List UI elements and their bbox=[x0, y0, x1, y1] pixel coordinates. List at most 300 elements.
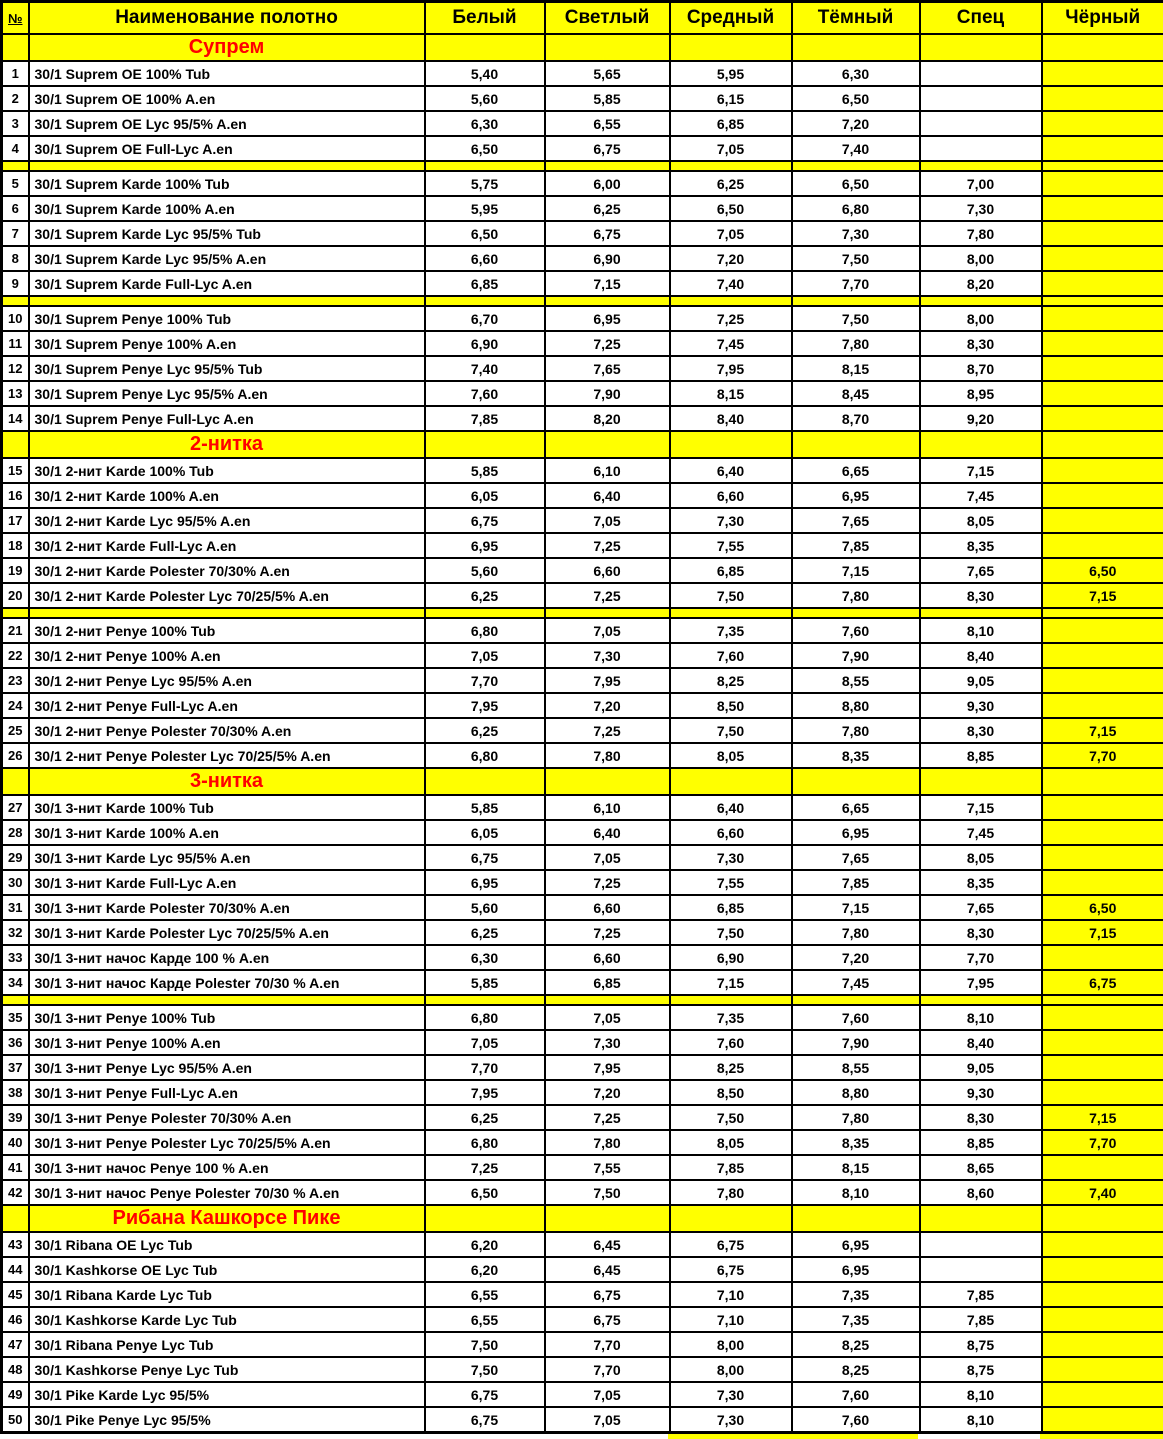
price-cell: 7,55 bbox=[670, 533, 792, 558]
table-row bbox=[2, 508, 1163, 533]
fabric-name-cell: 30/1 Kashkorse Karde Lyc Tub bbox=[29, 1307, 425, 1332]
fabric-name-cell: 30/1 3-нит начос Карде Polester 70/30 % A.en bbox=[29, 970, 425, 995]
price-cell: 7,55 bbox=[545, 1155, 670, 1180]
price-cell: 7,40 bbox=[670, 271, 792, 296]
price-cell: 6,80 bbox=[792, 196, 920, 221]
fabric-name-cell: 30/1 Suprem OE Full-Lyc A.en bbox=[29, 136, 425, 161]
section-empty-cell bbox=[425, 1205, 545, 1232]
section-empty-cell bbox=[1042, 1205, 1163, 1232]
price-cell: 6,85 bbox=[670, 558, 792, 583]
price-cell: 8,30 bbox=[920, 583, 1042, 608]
price-cell: 8,30 bbox=[920, 718, 1042, 743]
price-cell: 6,05 bbox=[425, 483, 545, 508]
price-cell: 8,70 bbox=[920, 356, 1042, 381]
price-cell: 5,60 bbox=[425, 895, 545, 920]
table-row bbox=[2, 795, 1163, 820]
price-cell: 7,85 bbox=[670, 1155, 792, 1180]
price-cell: 7,90 bbox=[792, 1030, 920, 1055]
price-cell: 7,00 bbox=[920, 171, 1042, 196]
fabric-name-cell: 30/1 Suprem OE 100% Tub bbox=[29, 61, 425, 86]
separator-cell bbox=[545, 296, 670, 306]
price-cell: 6,75 bbox=[545, 1307, 670, 1332]
price-cell: 7,80 bbox=[792, 1105, 920, 1130]
row-number-cell: 6 bbox=[2, 196, 29, 221]
table-row bbox=[2, 221, 1163, 246]
price-cell: 6,60 bbox=[425, 246, 545, 271]
price-cell: 7,25 bbox=[545, 331, 670, 356]
price-cell: 7,25 bbox=[545, 583, 670, 608]
table-row bbox=[2, 86, 1163, 111]
price-cell: 7,25 bbox=[545, 870, 670, 895]
fabric-name-cell: 30/1 3-нит Penye Polester Lyc 70/25/5% A.en bbox=[29, 1130, 425, 1155]
price-cell: 6,65 bbox=[792, 795, 920, 820]
price-cell: 7,40 bbox=[1042, 1180, 1163, 1205]
section-empty-cell bbox=[1042, 768, 1163, 795]
table-row bbox=[2, 870, 1163, 895]
price-cell: 6,80 bbox=[425, 743, 545, 768]
price-cell: 6,25 bbox=[425, 1105, 545, 1130]
section-empty-cell bbox=[425, 768, 545, 795]
price-cell bbox=[1042, 1030, 1163, 1055]
separator-cell bbox=[425, 608, 545, 618]
price-cell bbox=[1042, 533, 1163, 558]
separator-cell bbox=[792, 608, 920, 618]
table-row bbox=[2, 331, 1163, 356]
row-number-cell: 15 bbox=[2, 458, 29, 483]
separator-cell bbox=[1042, 296, 1163, 306]
section-title: Супрем bbox=[29, 34, 425, 61]
price-cell bbox=[1042, 171, 1163, 196]
price-cell: 5,65 bbox=[545, 61, 670, 86]
price-cell: 6,85 bbox=[545, 970, 670, 995]
price-cell: 7,10 bbox=[670, 1282, 792, 1307]
price-cell: 7,15 bbox=[670, 970, 792, 995]
price-cell: 6,50 bbox=[1042, 558, 1163, 583]
price-cell: 7,60 bbox=[792, 1407, 920, 1433]
section-empty-cell bbox=[425, 34, 545, 61]
price-cell: 6,90 bbox=[545, 246, 670, 271]
row-number-cell: 11 bbox=[2, 331, 29, 356]
price-cell bbox=[1042, 1332, 1163, 1357]
price-cell: 6,95 bbox=[792, 483, 920, 508]
row-number-cell: 47 bbox=[2, 1332, 29, 1357]
row-number-cell: 20 bbox=[2, 583, 29, 608]
price-cell bbox=[1042, 196, 1163, 221]
table-row bbox=[2, 1055, 1163, 1080]
price-cell: 6,75 bbox=[670, 1232, 792, 1257]
section-title: Рибана Кашкорсе Пике bbox=[29, 1205, 425, 1232]
row-number-cell: 1 bbox=[2, 61, 29, 86]
price-cell: 7,15 bbox=[792, 895, 920, 920]
row-number-cell: 22 bbox=[2, 643, 29, 668]
price-cell: 8,25 bbox=[792, 1357, 920, 1382]
row-number-cell: 18 bbox=[2, 533, 29, 558]
table-row bbox=[2, 743, 1163, 768]
price-cell bbox=[1042, 111, 1163, 136]
table-row bbox=[2, 668, 1163, 693]
table-row bbox=[2, 1105, 1163, 1130]
price-cell: 6,90 bbox=[670, 945, 792, 970]
table-row bbox=[2, 246, 1163, 271]
price-cell: 7,80 bbox=[792, 718, 920, 743]
price-cell: 6,40 bbox=[545, 820, 670, 845]
section-empty-cell bbox=[545, 768, 670, 795]
price-cell: 8,30 bbox=[920, 1105, 1042, 1130]
row-number-cell: 13 bbox=[2, 381, 29, 406]
price-cell bbox=[1042, 693, 1163, 718]
price-cell: 7,25 bbox=[670, 306, 792, 331]
table-row bbox=[2, 920, 1163, 945]
price-cell: 7,80 bbox=[792, 583, 920, 608]
price-cell: 7,65 bbox=[545, 356, 670, 381]
cut-off-cell-highlight bbox=[668, 1434, 918, 1439]
row-number-cell: 2 bbox=[2, 86, 29, 111]
separator-cell bbox=[2, 296, 29, 306]
section-title: 2-нитка bbox=[29, 431, 425, 458]
price-cell: 8,25 bbox=[670, 1055, 792, 1080]
col-header-medium: Средный bbox=[670, 2, 792, 35]
price-cell: 7,25 bbox=[425, 1155, 545, 1180]
price-cell bbox=[1042, 1155, 1163, 1180]
price-cell: 6,75 bbox=[425, 1382, 545, 1407]
price-cell: 8,35 bbox=[920, 533, 1042, 558]
price-cell: 6,90 bbox=[425, 331, 545, 356]
fabric-name-cell: 30/1 Suprem Karde Full-Lyc A.en bbox=[29, 271, 425, 296]
price-cell: 8,45 bbox=[792, 381, 920, 406]
fabric-name-cell: 30/1 3-нит Karde Polester Lyc 70/25/5% A.en bbox=[29, 920, 425, 945]
price-cell bbox=[1042, 406, 1163, 431]
row-number-cell: 30 bbox=[2, 870, 29, 895]
price-cell: 8,50 bbox=[670, 1080, 792, 1105]
price-cell: 7,60 bbox=[792, 618, 920, 643]
price-cell: 7,95 bbox=[425, 1080, 545, 1105]
price-cell: 7,50 bbox=[792, 246, 920, 271]
col-header-black: Чёрный bbox=[1042, 2, 1163, 35]
fabric-name-cell: 30/1 3-нит Karde 100% A.en bbox=[29, 820, 425, 845]
price-cell: 7,85 bbox=[920, 1282, 1042, 1307]
row-number-cell: 8 bbox=[2, 246, 29, 271]
price-cell: 6,30 bbox=[425, 945, 545, 970]
row-number-cell: 31 bbox=[2, 895, 29, 920]
price-cell: 6,50 bbox=[425, 136, 545, 161]
price-cell: 7,80 bbox=[670, 1180, 792, 1205]
price-cell: 7,80 bbox=[545, 1130, 670, 1155]
fabric-name-cell: 30/1 Pike Karde Lyc 95/5% bbox=[29, 1382, 425, 1407]
price-cell: 7,85 bbox=[920, 1307, 1042, 1332]
price-cell: 6,75 bbox=[425, 1407, 545, 1433]
price-cell: 7,80 bbox=[792, 920, 920, 945]
row-number-cell: 9 bbox=[2, 271, 29, 296]
table-row bbox=[2, 483, 1163, 508]
section-number-cell bbox=[2, 34, 29, 61]
price-cell: 7,05 bbox=[545, 508, 670, 533]
price-cell: 6,75 bbox=[425, 508, 545, 533]
table-row bbox=[2, 171, 1163, 196]
price-cell: 7,95 bbox=[425, 693, 545, 718]
price-cell: 8,00 bbox=[670, 1357, 792, 1382]
price-cell: 7,25 bbox=[545, 920, 670, 945]
price-cell: 7,50 bbox=[670, 718, 792, 743]
separator-cell bbox=[29, 161, 425, 171]
price-cell: 6,65 bbox=[792, 458, 920, 483]
fabric-name-cell: 30/1 Kashkorse OE Lyc Tub bbox=[29, 1257, 425, 1282]
price-cell: 7,65 bbox=[792, 845, 920, 870]
price-cell: 7,15 bbox=[1042, 1105, 1163, 1130]
price-cell: 6,55 bbox=[545, 111, 670, 136]
price-cell: 7,10 bbox=[670, 1307, 792, 1332]
price-cell bbox=[1042, 458, 1163, 483]
price-cell: 6,85 bbox=[670, 111, 792, 136]
section-title-row bbox=[2, 431, 1163, 458]
price-cell: 7,60 bbox=[792, 1005, 920, 1030]
price-cell: 6,40 bbox=[670, 795, 792, 820]
price-cell: 7,05 bbox=[545, 1382, 670, 1407]
price-cell: 6,15 bbox=[670, 86, 792, 111]
price-cell: 7,45 bbox=[792, 970, 920, 995]
price-cell bbox=[1042, 870, 1163, 895]
price-cell: 7,35 bbox=[670, 618, 792, 643]
price-cell: 8,35 bbox=[792, 743, 920, 768]
price-cell: 7,05 bbox=[545, 618, 670, 643]
col-header-fabric-name: Наименование полотно bbox=[29, 2, 425, 35]
section-empty-cell bbox=[1042, 431, 1163, 458]
section-empty-cell bbox=[670, 1205, 792, 1232]
row-number-cell: 24 bbox=[2, 693, 29, 718]
table-row bbox=[2, 970, 1163, 995]
price-cell: 7,15 bbox=[545, 271, 670, 296]
price-cell: 7,35 bbox=[792, 1282, 920, 1307]
table-row bbox=[2, 1130, 1163, 1155]
table-row bbox=[2, 381, 1163, 406]
price-cell: 7,65 bbox=[792, 508, 920, 533]
table-row bbox=[2, 356, 1163, 381]
fabric-name-cell: 30/1 Suprem Karde 100% Tub bbox=[29, 171, 425, 196]
separator-row bbox=[2, 296, 1163, 306]
fabric-name-cell: 30/1 3-нит Karde Polester 70/30% A.en bbox=[29, 895, 425, 920]
col-header-light: Светлый bbox=[545, 2, 670, 35]
price-cell: 7,15 bbox=[920, 795, 1042, 820]
price-cell: 8,15 bbox=[670, 381, 792, 406]
price-cell: 7,05 bbox=[545, 1407, 670, 1433]
price-cell: 6,80 bbox=[425, 1130, 545, 1155]
price-cell: 7,25 bbox=[545, 1105, 670, 1130]
row-number-cell: 40 bbox=[2, 1130, 29, 1155]
row-number-cell: 12 bbox=[2, 356, 29, 381]
separator-cell bbox=[792, 995, 920, 1005]
price-cell: 7,20 bbox=[545, 1080, 670, 1105]
price-cell: 6,75 bbox=[545, 221, 670, 246]
price-cell: 7,70 bbox=[792, 271, 920, 296]
price-cell: 6,00 bbox=[545, 171, 670, 196]
price-cell: 7,20 bbox=[670, 246, 792, 271]
section-title-row bbox=[2, 768, 1163, 795]
fabric-name-cell: 30/1 2-нит Penye 100% A.en bbox=[29, 643, 425, 668]
table-row bbox=[2, 895, 1163, 920]
price-cell: 8,40 bbox=[920, 643, 1042, 668]
price-cell: 7,05 bbox=[425, 1030, 545, 1055]
table-row bbox=[2, 196, 1163, 221]
fabric-name-cell: 30/1 3-нит Karde Full-Lyc A.en bbox=[29, 870, 425, 895]
price-cell: 7,70 bbox=[920, 945, 1042, 970]
price-cell: 9,30 bbox=[920, 1080, 1042, 1105]
price-cell: 7,50 bbox=[792, 306, 920, 331]
row-number-cell: 27 bbox=[2, 795, 29, 820]
fabric-name-cell: 30/1 2-нит Penye Polester 70/30% A.en bbox=[29, 718, 425, 743]
price-cell bbox=[1042, 136, 1163, 161]
separator-cell bbox=[792, 296, 920, 306]
table-row bbox=[2, 111, 1163, 136]
separator-cell bbox=[2, 161, 29, 171]
price-cell: 7,50 bbox=[670, 583, 792, 608]
price-cell: 6,80 bbox=[425, 618, 545, 643]
price-cell: 7,70 bbox=[425, 1055, 545, 1080]
price-cell: 7,05 bbox=[425, 643, 545, 668]
section-empty-cell bbox=[545, 431, 670, 458]
price-cell: 6,70 bbox=[425, 306, 545, 331]
price-cell: 6,95 bbox=[792, 1257, 920, 1282]
fabric-name-cell: 30/1 Ribana OE Lyc Tub bbox=[29, 1232, 425, 1257]
separator-cell bbox=[920, 995, 1042, 1005]
price-cell: 7,45 bbox=[920, 483, 1042, 508]
price-cell: 8,05 bbox=[670, 743, 792, 768]
price-cell: 5,40 bbox=[425, 61, 545, 86]
table-row bbox=[2, 1080, 1163, 1105]
price-cell: 6,50 bbox=[1042, 895, 1163, 920]
row-number-cell: 38 bbox=[2, 1080, 29, 1105]
price-cell: 6,60 bbox=[545, 945, 670, 970]
price-cell: 7,05 bbox=[545, 1005, 670, 1030]
price-cell: 8,00 bbox=[670, 1332, 792, 1357]
table-row bbox=[2, 1357, 1163, 1382]
price-cell bbox=[1042, 1407, 1163, 1433]
price-cell: 6,50 bbox=[792, 171, 920, 196]
fabric-name-cell: 30/1 Pike Penye Lyc 95/5% bbox=[29, 1407, 425, 1433]
table-row bbox=[2, 1407, 1163, 1433]
price-cell bbox=[1042, 1080, 1163, 1105]
price-cell: 7,20 bbox=[545, 693, 670, 718]
price-cell: 6,30 bbox=[792, 61, 920, 86]
section-empty-cell bbox=[670, 34, 792, 61]
price-cell: 8,35 bbox=[920, 870, 1042, 895]
price-cell: 7,35 bbox=[670, 1005, 792, 1030]
price-cell: 7,80 bbox=[920, 221, 1042, 246]
price-cell: 7,40 bbox=[425, 356, 545, 381]
section-empty-cell bbox=[1042, 34, 1163, 61]
section-title-row bbox=[2, 1205, 1163, 1232]
row-number-cell: 35 bbox=[2, 1005, 29, 1030]
price-cell: 8,75 bbox=[920, 1332, 1042, 1357]
fabric-name-cell: 30/1 3-нит начос Penye 100 % A.en bbox=[29, 1155, 425, 1180]
section-empty-cell bbox=[670, 431, 792, 458]
row-number-cell: 49 bbox=[2, 1382, 29, 1407]
price-cell: 8,80 bbox=[792, 1080, 920, 1105]
separator-cell bbox=[1042, 608, 1163, 618]
price-cell: 8,95 bbox=[920, 381, 1042, 406]
price-cell: 7,90 bbox=[792, 643, 920, 668]
price-cell bbox=[1042, 356, 1163, 381]
row-number-cell: 26 bbox=[2, 743, 29, 768]
price-cell bbox=[920, 1257, 1042, 1282]
price-cell: 8,30 bbox=[920, 331, 1042, 356]
price-cell bbox=[1042, 618, 1163, 643]
fabric-name-cell: 30/1 Suprem Karde Lyc 95/5% Tub bbox=[29, 221, 425, 246]
row-number-cell: 36 bbox=[2, 1030, 29, 1055]
price-cell: 7,80 bbox=[545, 743, 670, 768]
price-cell: 6,40 bbox=[670, 458, 792, 483]
table-row bbox=[2, 845, 1163, 870]
price-cell: 7,20 bbox=[792, 111, 920, 136]
price-cell: 8,10 bbox=[792, 1180, 920, 1205]
price-cell: 7,45 bbox=[920, 820, 1042, 845]
table-row bbox=[2, 458, 1163, 483]
fabric-name-cell: 30/1 3-нит Penye Full-Lyc A.en bbox=[29, 1080, 425, 1105]
price-cell: 7,85 bbox=[425, 406, 545, 431]
price-cell: 8,10 bbox=[920, 618, 1042, 643]
price-cell bbox=[1042, 86, 1163, 111]
section-title-row bbox=[2, 34, 1163, 61]
price-cell: 6,50 bbox=[425, 221, 545, 246]
price-cell: 5,60 bbox=[425, 558, 545, 583]
price-cell bbox=[1042, 668, 1163, 693]
section-number-cell bbox=[2, 431, 29, 458]
price-cell: 6,60 bbox=[545, 895, 670, 920]
table-row bbox=[2, 1332, 1163, 1357]
row-number-cell: 41 bbox=[2, 1155, 29, 1180]
price-cell: 6,10 bbox=[545, 458, 670, 483]
price-cell: 6,75 bbox=[545, 1282, 670, 1307]
price-cell bbox=[1042, 483, 1163, 508]
cut-off-next-row bbox=[0, 1434, 1163, 1439]
price-cell: 7,60 bbox=[792, 1382, 920, 1407]
section-empty-cell bbox=[792, 431, 920, 458]
separator-cell bbox=[425, 995, 545, 1005]
price-cell bbox=[920, 1232, 1042, 1257]
price-cell: 7,70 bbox=[1042, 743, 1163, 768]
fabric-name-cell: 30/1 Kashkorse Penye Lyc Tub bbox=[29, 1357, 425, 1382]
row-number-cell: 43 bbox=[2, 1232, 29, 1257]
section-empty-cell bbox=[920, 431, 1042, 458]
row-number-cell: 42 bbox=[2, 1180, 29, 1205]
price-cell bbox=[1042, 1005, 1163, 1030]
row-number-cell: 25 bbox=[2, 718, 29, 743]
price-cell: 8,00 bbox=[920, 246, 1042, 271]
price-cell: 6,95 bbox=[792, 820, 920, 845]
price-cell: 8,85 bbox=[920, 743, 1042, 768]
price-cell: 6,60 bbox=[670, 820, 792, 845]
row-number-cell: 23 bbox=[2, 668, 29, 693]
price-cell: 7,30 bbox=[920, 196, 1042, 221]
fabric-name-cell: 30/1 2-нит Penye Polester Lyc 70/25/5% A.en bbox=[29, 743, 425, 768]
price-cell: 7,15 bbox=[920, 458, 1042, 483]
price-cell: 8,10 bbox=[920, 1382, 1042, 1407]
price-cell: 8,70 bbox=[792, 406, 920, 431]
separator-cell bbox=[545, 608, 670, 618]
row-number-cell: 39 bbox=[2, 1105, 29, 1130]
price-cell: 7,95 bbox=[670, 356, 792, 381]
price-cell: 8,00 bbox=[920, 306, 1042, 331]
row-number-cell: 7 bbox=[2, 221, 29, 246]
separator-cell bbox=[2, 995, 29, 1005]
price-cell: 6,45 bbox=[545, 1257, 670, 1282]
separator-cell bbox=[425, 161, 545, 171]
section-empty-cell bbox=[792, 1205, 920, 1232]
table-row bbox=[2, 1282, 1163, 1307]
price-cell: 8,05 bbox=[670, 1130, 792, 1155]
price-cell: 8,20 bbox=[545, 406, 670, 431]
price-cell: 8,10 bbox=[920, 1005, 1042, 1030]
section-empty-cell bbox=[545, 1205, 670, 1232]
price-cell bbox=[1042, 381, 1163, 406]
